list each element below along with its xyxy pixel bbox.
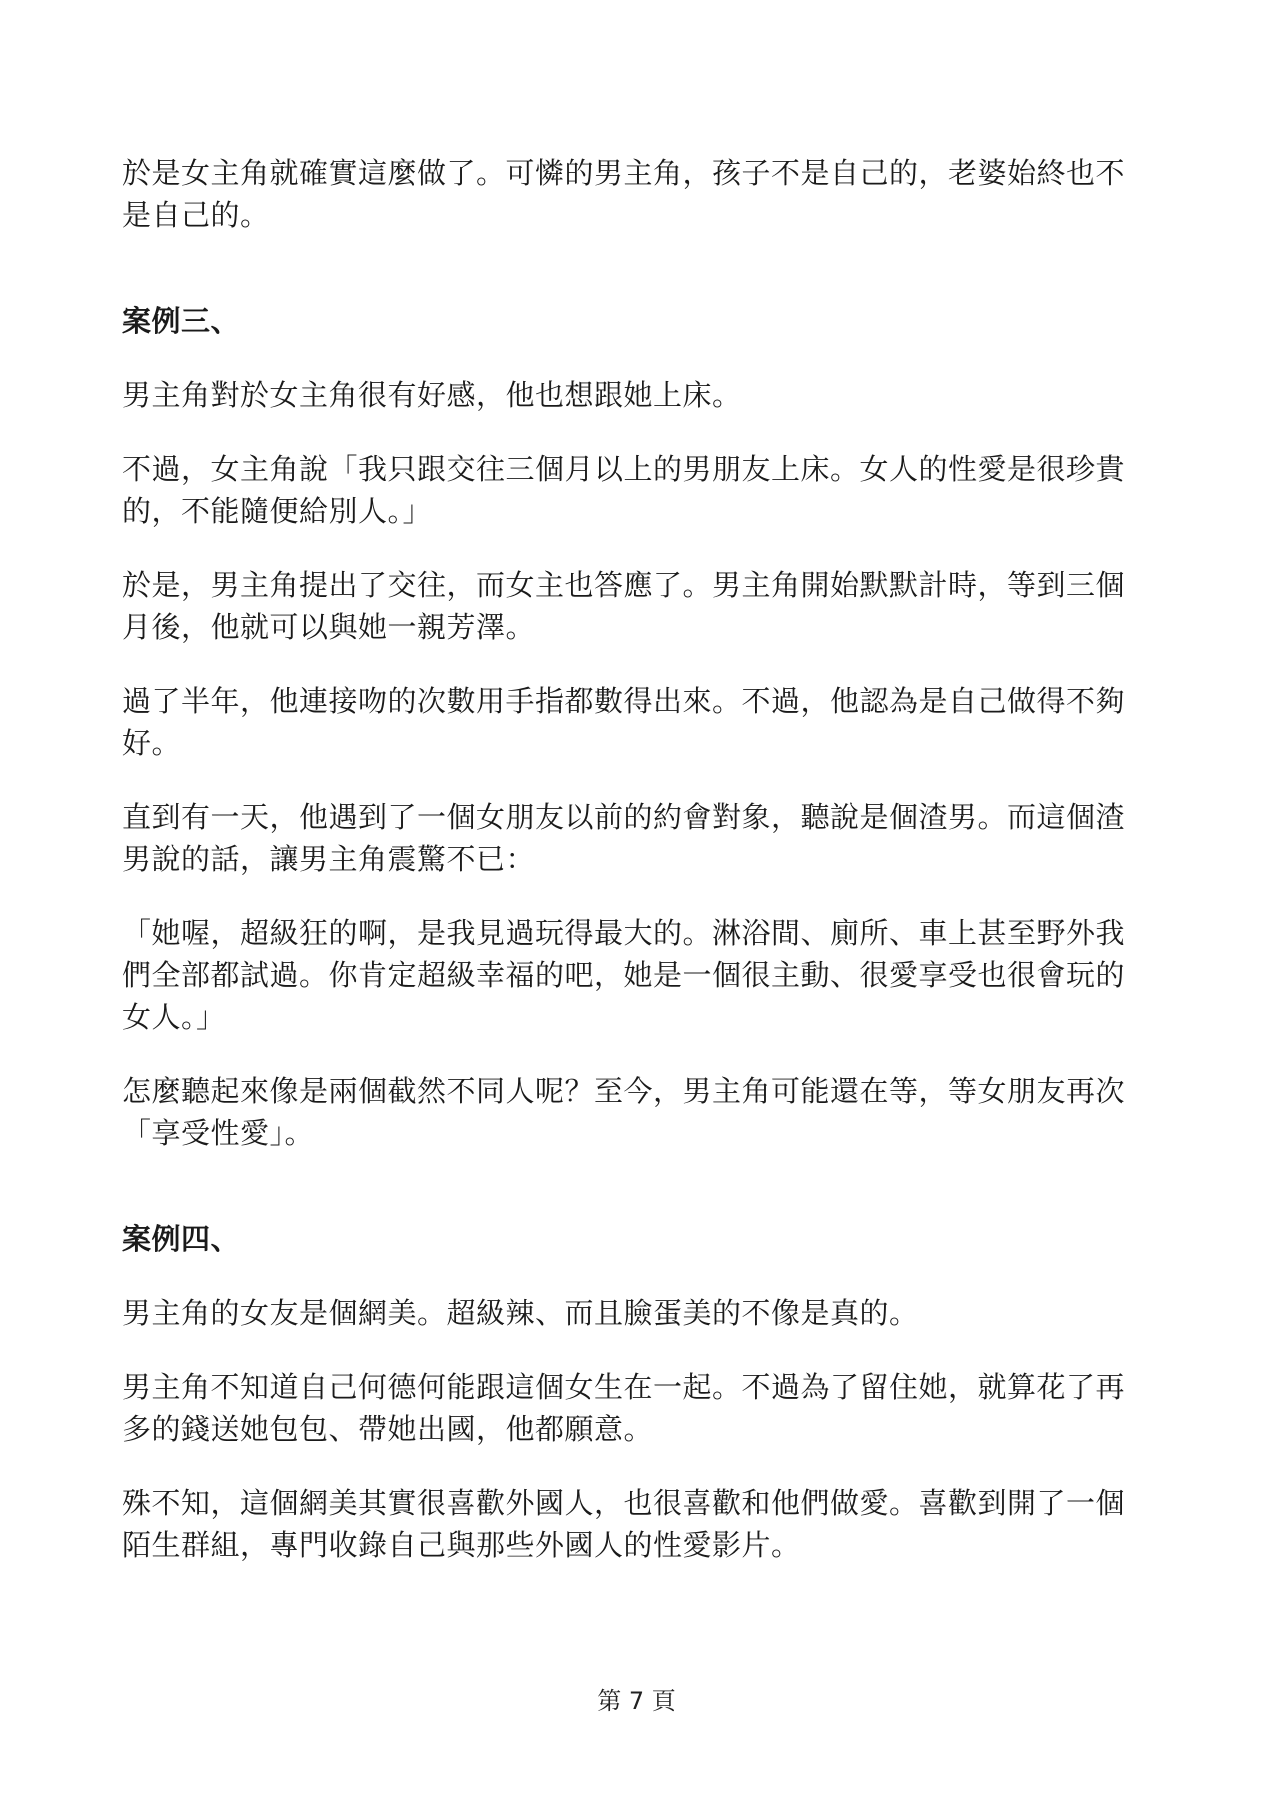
section-heading-case-4: 案例四、 [122,1222,241,1256]
paragraph-4: 於是，男主角提出了交往，而女主也答應了。男主角開始默默計時，等到三個 月後，他就可以與她一親芳澤。 [122,568,1126,644]
paragraph-8: 怎麼聽起來像是兩個截然不同人呢？至今，男主角可能還在等，等女朋友再次 「享受性愛」。 [122,1074,1126,1150]
paragraph-6: 直到有一天，他遇到了一個女朋友以前的約會對象，聽說是個渣男。而這個渣 男說的話，讓男主角震驚不已： [122,800,1126,876]
document-body [122,152,1162,1598]
paragraph-5: 過了半年，他連接吻的次數用手指都數得出來。不過，他認為是自己做得不夠 好。 [122,684,1126,760]
page-number: 第 7 頁 [597,1687,676,1715]
paragraph-7: 「她喔，超級狂的啊，是我見過玩得最大的。淋浴間、廁所、車上甚至野外我 們全部都試過。你肯定超級幸福的吧，她是一個很主動、很愛享受也很會玩的 女人。」 [122,916,1126,1034]
section-heading-case-3: 案例三、 [122,304,241,338]
paragraph-1: 於是女主角就確實這麼做了。可憐的男主角，孩子不是自己的，老婆始終也不 是自己的。 [122,156,1126,232]
paragraph-3: 不過，女主角說「我只跟交往三個月以上的男朋友上床。女人的性愛是很珍貴 的，不能隨便給別人。」 [122,452,1126,528]
paragraph-2: 男主角對於女主角很有好感，他也想跟她上床。 [122,378,742,412]
paragraph-11: 殊不知，這個網美其實很喜歡外國人，也很喜歡和他們做愛。喜歡到開了一個 陌生群組，專門收錄自己與那些外國人的性愛影片。 [122,1486,1126,1562]
paragraph-10: 男主角不知道自己何德何能跟這個女生在一起。不過為了留住她，就算花了再 多的錢送她包包、帶她出國，他都願意。 [122,1370,1126,1446]
paragraph-9: 男主角的女友是個網美。超級辣、而且臉蛋美的不像是真的。 [122,1296,919,1330]
